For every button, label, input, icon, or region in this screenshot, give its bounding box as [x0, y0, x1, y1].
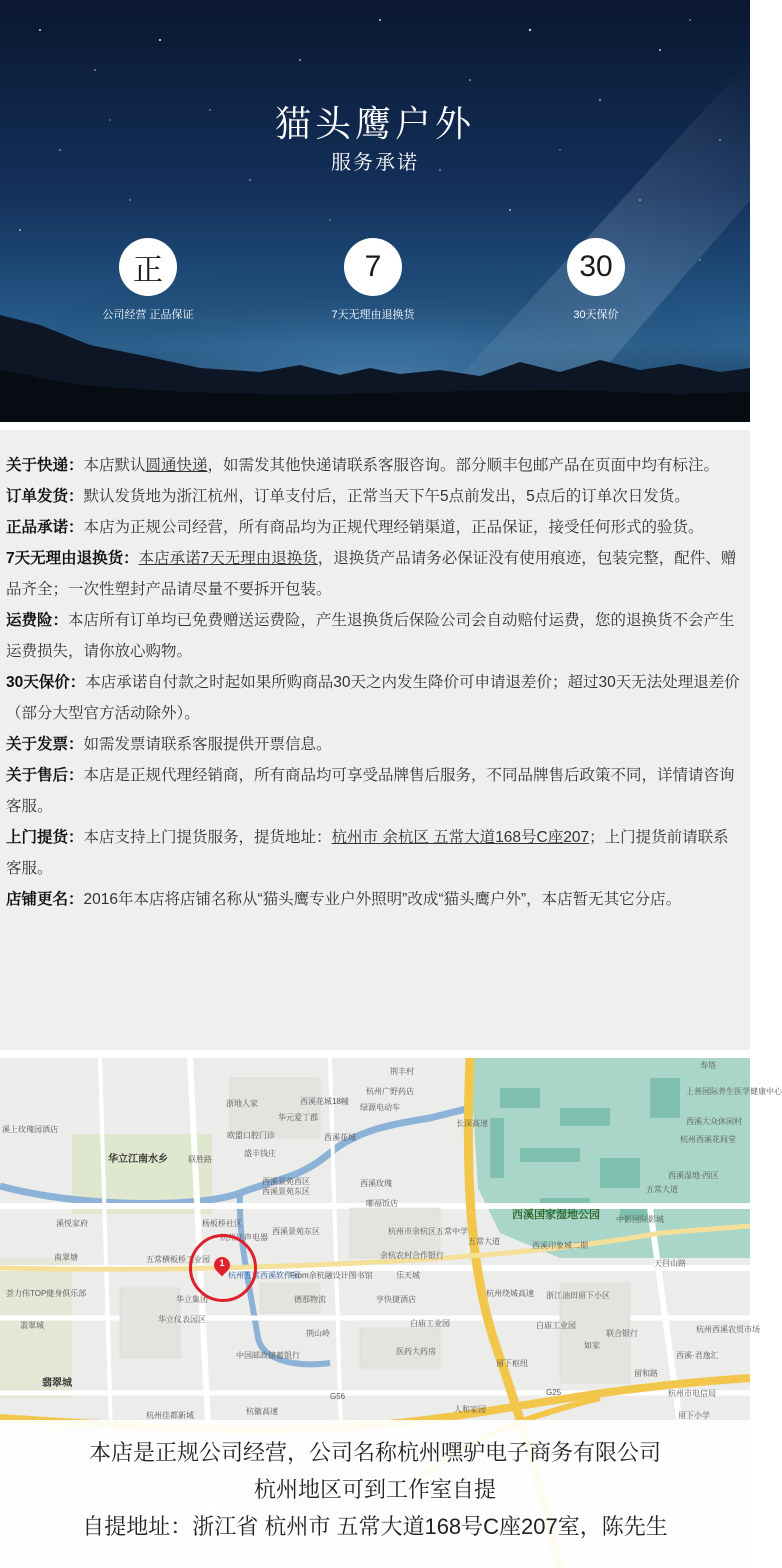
map-label: 白庙工业园	[410, 1319, 450, 1328]
map-label: 杭州佳都新城	[146, 1411, 194, 1420]
policy-rename	[6, 884, 744, 915]
map-label: 五常大道	[646, 1185, 678, 1194]
map-label: 天目山路	[654, 1259, 686, 1268]
service-promise-subtitle: 服务承诺	[331, 152, 419, 174]
map-label: 杭徽高速	[246, 1407, 278, 1416]
map-label: 翡翠城	[42, 1378, 72, 1389]
map-label: 西溪景苑东区	[272, 1227, 320, 1236]
map-label: 荆丰村	[390, 1067, 414, 1076]
policy-text: 本店为正规公司经营，所有商品均为正规代理经销渠道，正品保证，接受任何形式的验货。	[83, 519, 704, 536]
map-label: 溪悦家府	[56, 1219, 88, 1228]
policy-key: 订单发货：	[6, 488, 84, 505]
badge-30day-circle: 30	[567, 238, 625, 296]
badge-genuine-label: 公司经营 正品保证	[102, 309, 194, 321]
map-label: 西溪玫瑰	[360, 1179, 392, 1188]
policy-text: 本店支持上门提货服务，提货地址：	[83, 829, 332, 846]
badge-genuine	[63, 238, 233, 322]
badge-30day-label: 30天保价	[573, 309, 619, 321]
policy-text: ；上门提货前请联系客服。	[6, 829, 729, 877]
map-label: 欧盟口腔门诊	[227, 1131, 275, 1140]
policy-pickup	[6, 822, 744, 884]
return-policy-link[interactable]: 本店承诺7天无理由退换货	[138, 550, 318, 567]
policy-after-sales	[6, 760, 744, 822]
badge-7day-label: 7天无理由退换货	[331, 309, 415, 321]
map-label: 寿塔	[700, 1061, 716, 1070]
policy-text: 本店是正规代理经销商，所有商品均可享受品牌售后服务，不同品牌售后政策不同，详情请咨询客服。	[6, 767, 735, 815]
map-label: 翡翠城	[20, 1321, 44, 1330]
policy-key: 上门提货：	[6, 829, 84, 846]
policy-7day-return	[6, 543, 744, 605]
policy-freight-insurance	[6, 605, 744, 667]
policy-key: 运费险：	[6, 612, 69, 629]
policy-text: 2016年本店将店铺名称从“猫头鹰专业户外照明”改成“猫头鹰户外”，本店暂无其它分店。	[83, 891, 682, 908]
map-label: 荆山岭	[306, 1329, 330, 1338]
map-label: 医药大药房	[396, 1347, 436, 1356]
map-label: 杭州广野药店	[366, 1087, 414, 1096]
map-label: 人和家园	[454, 1405, 486, 1414]
map-label: 亨快捷酒店	[376, 1295, 416, 1304]
map-label: 华立仪表园区	[158, 1315, 206, 1324]
map-label: 浙江油田留下小区	[546, 1291, 610, 1300]
policy-key: 7天无理由退换货：	[6, 550, 139, 567]
map-label: 杭州市余杭区五常中学	[388, 1227, 468, 1236]
map-label: 杭州达声电器	[220, 1233, 268, 1242]
policy-dispatch	[6, 481, 744, 512]
pickup-address-line: 自提地址：浙江省 杭州市 五常大道168号C座207室，陈先生	[82, 1514, 668, 1539]
policy-text: 本店默认	[83, 457, 146, 474]
policy-key: 关于发票：	[6, 736, 84, 753]
policy-key: 店铺更名：	[6, 891, 84, 908]
map-label: 嘟福饭店	[366, 1199, 398, 1208]
policy-text: 本店所有订单均已免费赠送运费险，产生退换货后保险公司会自动赔付运费，您的退换货不会产生运费损失，请你放心购物。	[6, 612, 735, 660]
map-label: 联胜路	[188, 1155, 212, 1164]
badge-7day-circle: 7	[344, 238, 402, 296]
policy-invoice	[6, 729, 744, 760]
policy-text: 本店承诺自付款之时起如果所购商品30天之内发生降价可申请退差价；超过30天无法处理退差价（部分大型官方活动除外）。	[6, 674, 740, 722]
company-info	[0, 1420, 750, 1568]
map-label: 绿源电动车	[360, 1103, 400, 1112]
policy-text: ，退换货产品请务必保证没有使用痕迹，包装完整，配件、赠品齐全；一次性塑封产品请尽量不要拆开包装。	[6, 550, 737, 598]
map-label: 西溪国家湿地公园	[512, 1209, 600, 1221]
map-label: 西溪印象城二期	[532, 1241, 588, 1250]
badge-7day-return	[288, 238, 458, 322]
map-label: 上善国际养生医学健康中心	[686, 1087, 782, 1096]
policy-key: 关于售后：	[6, 767, 84, 784]
map-label: 长深高速	[456, 1119, 488, 1128]
map-label: 西溪景苑东区	[262, 1187, 310, 1196]
map-label: 留下枢纽	[496, 1359, 528, 1368]
policy-text: ，如需发其他快递请联系客服咨询。部分顺丰包邮产品在页面中均有标注。	[207, 457, 720, 474]
map-label: 杭州五常西溪软件园	[228, 1271, 300, 1280]
policy-price-protection	[6, 667, 744, 729]
policy-genuine	[6, 512, 744, 543]
map-label: 杭州西溪农贸市场	[696, 1325, 760, 1334]
map-label: G25	[546, 1388, 562, 1397]
policy-key: 关于快递：	[6, 457, 84, 474]
map-label: 中国邮政储蓄银行	[236, 1351, 300, 1360]
map-label: 华元爱丁郡	[278, 1113, 318, 1122]
courier-link[interactable]: 圆通快递	[145, 457, 208, 474]
map-label: 杭州绕城高速	[486, 1289, 534, 1298]
policy-text: 默认发货地为浙江杭州，订单支付后，正常当天下午5点前发出，5点后的订单次日发货。	[83, 488, 690, 505]
policy-key: 正品承诺：	[6, 519, 84, 536]
map-label: 西溪花城18幢	[300, 1097, 349, 1106]
badge-30day-price	[511, 238, 681, 322]
policy-shipping	[6, 450, 744, 481]
store-title: 猫头鹰户外	[274, 103, 475, 144]
map-label: 盛丰钱庄	[244, 1149, 276, 1158]
night-sky-illustration	[0, 0, 750, 422]
company-name-line: 本店是正规公司经营，公司名称杭州嘿驴电子商务有限公司	[88, 1440, 661, 1465]
map-label: 西溪·君逸汇	[676, 1351, 719, 1360]
map-label: 西溪景苑西区	[262, 1177, 310, 1186]
map-label: 德那物流	[294, 1295, 326, 1304]
map-label: 西溪湿地·西区	[668, 1171, 719, 1180]
map-label: 荟力伟TOP健身俱乐部	[6, 1289, 87, 1298]
map-label: 华立江南水乡	[108, 1154, 168, 1165]
map-label: 浙地人家	[226, 1099, 258, 1108]
map-label: 留和路	[634, 1369, 658, 1378]
map-label: 五常大道	[468, 1237, 500, 1246]
map-label: 如家	[584, 1341, 600, 1350]
map-label: 西溪大众休闲村	[686, 1117, 742, 1126]
map-label: 南翠塘	[54, 1253, 78, 1262]
map-label: 杭州市电信局	[668, 1389, 716, 1398]
hero-banner	[0, 0, 750, 422]
map-label: 溪上玫瑰园酒店	[2, 1125, 58, 1134]
map-label: 五常横板桥工业园	[146, 1255, 210, 1264]
map-label: 杭州西溪花间堂	[680, 1135, 736, 1144]
badge-genuine-circle: 正	[119, 238, 177, 296]
map-label: 白庙工业园	[536, 1321, 576, 1330]
map-label: 余杭农村合作银行	[380, 1251, 444, 1260]
policy-key: 30天保价：	[6, 674, 86, 691]
map-label: 杨板桥社区	[202, 1219, 242, 1228]
map-label: 留下小学	[678, 1411, 710, 1420]
policy-text: 如需发票请联系客服提供开票信息。	[83, 736, 332, 753]
map-label: 中影国际影城	[616, 1215, 664, 1224]
pickup-notice-line: 杭州地区可到工作室自提	[253, 1477, 496, 1502]
map-label: 联合银行	[606, 1329, 638, 1338]
pickup-address-link[interactable]: 杭州市 余杭区 五常大道168号C座207	[331, 829, 590, 846]
map-label: G56	[330, 1392, 346, 1401]
map-label: 乐天城	[396, 1271, 420, 1280]
map-label: 华立集团	[176, 1295, 208, 1304]
policy-list	[0, 430, 750, 1050]
map-pin-number: 1	[219, 1258, 225, 1268]
map-label: 西溪花城	[324, 1133, 356, 1142]
map-label: From余杭融设计图书馆	[290, 1271, 373, 1280]
